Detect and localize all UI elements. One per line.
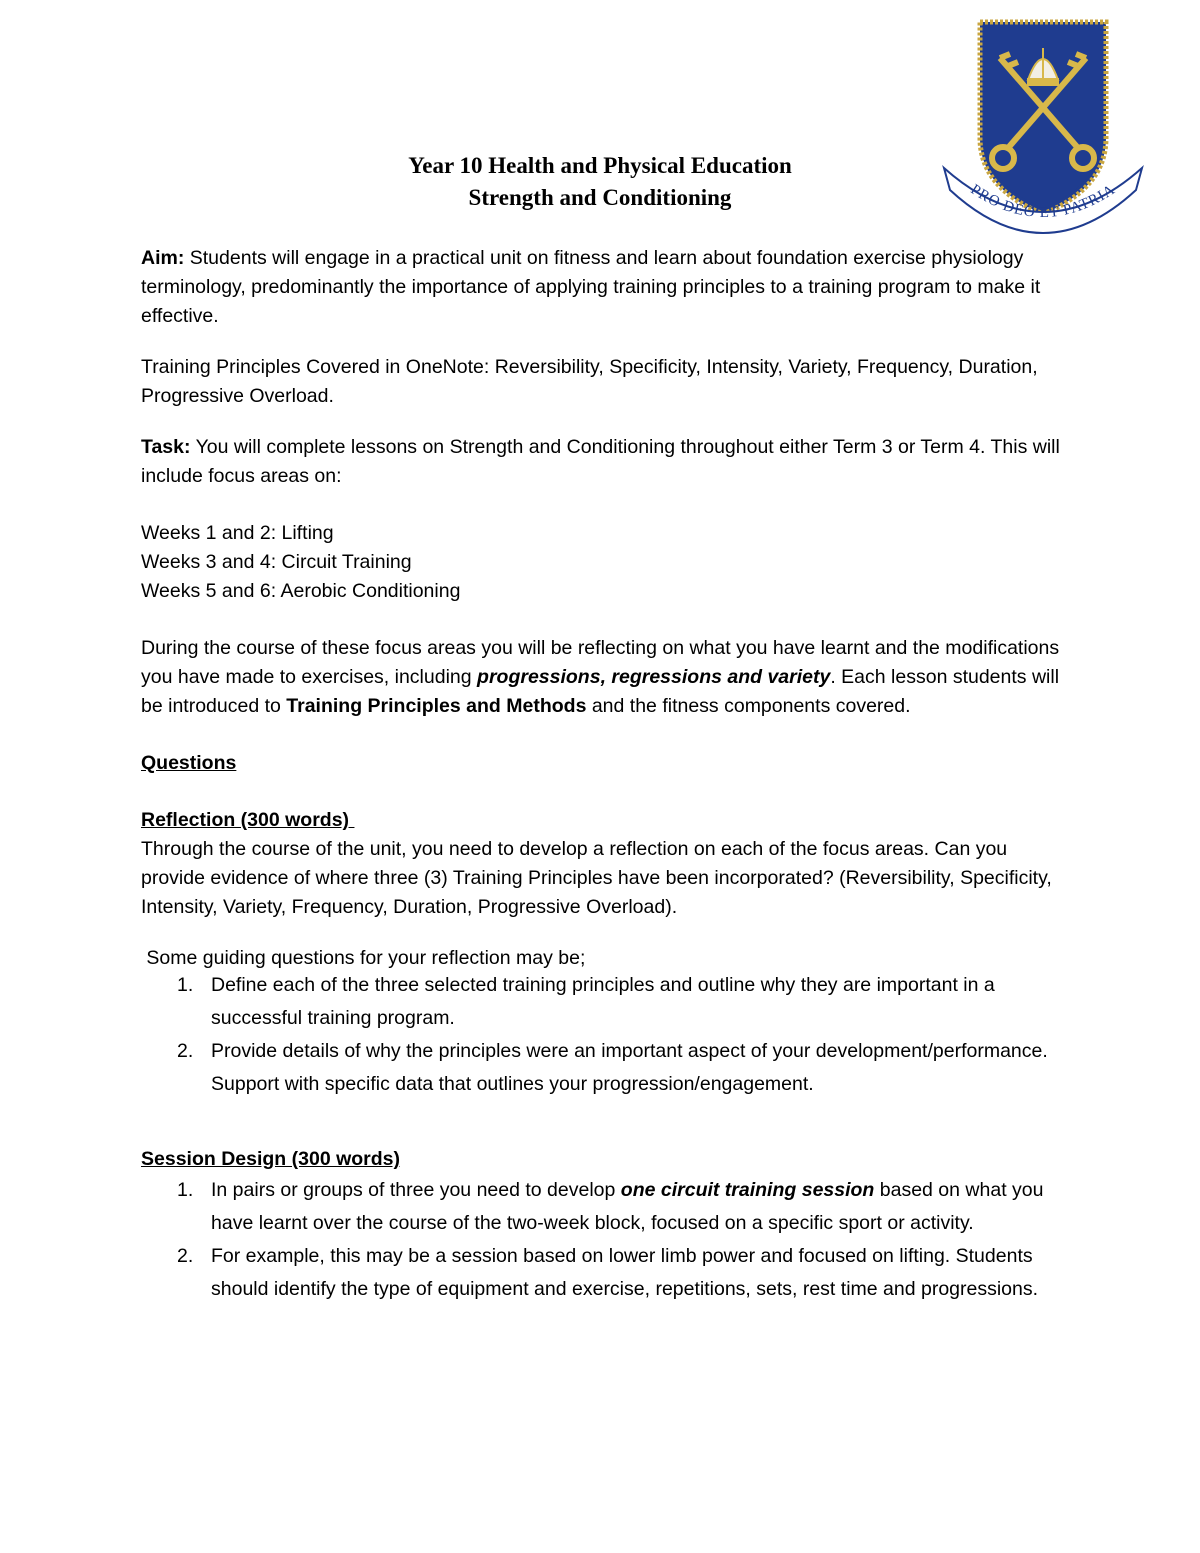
document-body xyxy=(141,244,1061,1306)
during-paragraph: During the course of these focus areas you will be reflecting on what you have learnt and the modifications you have made to exercises, including progressions, regressions and variety. Each lesson students will be introduced to Training Principles and Methods and the fitness components covered. xyxy=(141,637,1060,717)
reflection-paragraph: Through the course of the unit, you need to develop a reflection on each of the focus areas. Can you provide evidence of where three (3) Training Principles have been incorporated? (Reversibility, Specificity, Intensity, Variety, Frequency, Duration, Progressive Overload). xyxy=(141,838,1052,918)
week-item: Weeks 3 and 4: Circuit Training xyxy=(141,551,412,573)
aim-paragraph xyxy=(141,244,1061,331)
session-design-list xyxy=(141,1174,1061,1306)
training-principles-methods: Training Principles and Methods xyxy=(286,695,587,717)
reflection-questions-list xyxy=(141,969,1061,1101)
list-item: 2. For example, this may be a session based on lower limb power and focused on lifting. Students should identify the type of equipment and exercise, repetitions, sets, rest time and progressions. xyxy=(177,1245,1039,1300)
emphasis-circuit-session: one circuit training session xyxy=(620,1179,875,1201)
aim-text: Students will engage in a practical unit on fitness and learn about foundation exercise physiology terminology, predominantly the importance of applying training principles to a training program to make it effective. xyxy=(141,247,1041,327)
list-item: 1. In pairs or groups of three you need to develop one circuit training session based on what you have learnt over the course of the two-week block, focused on a specific sport or activity. xyxy=(177,1179,1044,1234)
emphasis-progressions: progressions, regressions and variety xyxy=(477,666,831,688)
task-paragraph xyxy=(141,433,1061,491)
list-item: 2. Provide details of why the principles were an important aspect of your development/performance. Support with specific data that outlines your progression/engagement. xyxy=(177,1040,1048,1095)
task-label: Task: xyxy=(141,436,191,458)
list-item: 1. Define each of the three selected training principles and outline why they are important in a successful training program. xyxy=(177,974,995,1029)
questions-heading: Questions xyxy=(141,752,237,774)
session-design-heading: Session Design (300 words) xyxy=(141,1148,400,1170)
reflection-heading: Reflection (300 words) xyxy=(141,809,355,831)
week-item: Weeks 1 and 2: Lifting xyxy=(141,522,334,544)
principles-paragraph: Training Principles Covered in OneNote: Reversibility, Specificity, Intensity, Variety, Frequency, Duration, Progressive Overload. xyxy=(141,356,1038,407)
week-item: Weeks 5 and 6: Aerobic Conditioning xyxy=(141,580,461,602)
document-title xyxy=(0,150,1200,214)
task-text: You will complete lessons on Strength and Conditioning throughout either Term 3 or Term 4. This will include focus areas on: xyxy=(141,436,1060,487)
motto-text: PRO DEO ET PATRIA xyxy=(967,181,1119,222)
aim-label: Aim: xyxy=(141,247,185,269)
guiding-questions-intro: Some guiding questions for your reflection may be; xyxy=(141,947,586,969)
title-line-2: Strength and Conditioning xyxy=(468,185,732,210)
title-line-1: Year 10 Health and Physical Education xyxy=(408,153,792,178)
